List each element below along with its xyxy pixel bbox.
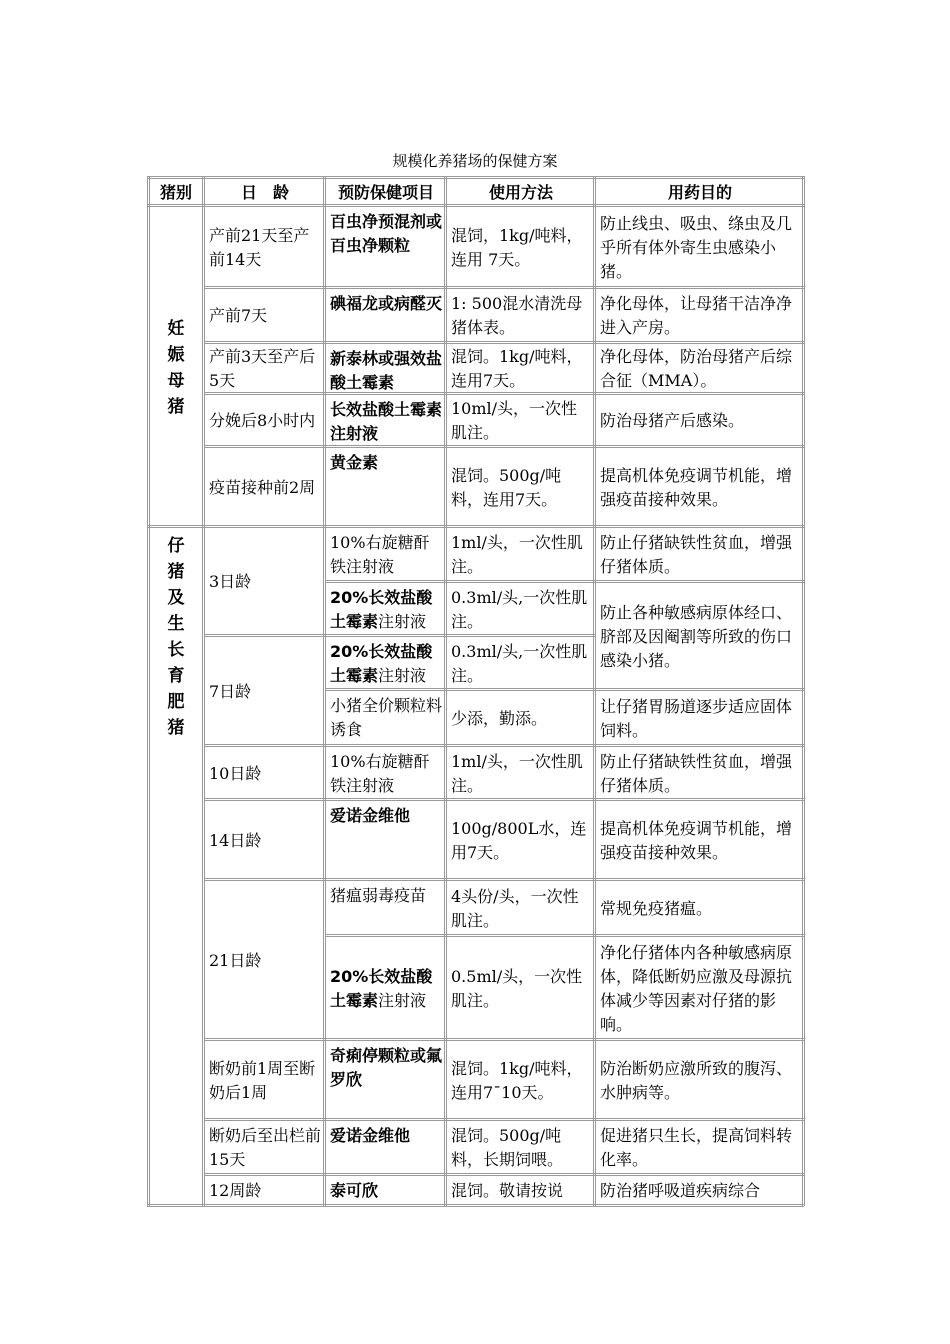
- method-cell: 4头份/头，一次性肌注。: [451, 886, 579, 930]
- table-border: [325, 343, 446, 344]
- method-cell: 1ml/头，一次性肌注。: [451, 751, 583, 795]
- table-border: [204, 880, 325, 881]
- table-border: [446, 880, 595, 881]
- method-cell: 10ml/头，一次性肌注。: [451, 399, 578, 442]
- table-border: [595, 880, 804, 881]
- item-cell: 爱诺金维他: [330, 806, 411, 825]
- group-piglet: 仔 猪 及 生 长 育 肥 猪: [167, 536, 185, 738]
- table-border: [595, 800, 804, 801]
- method-cell: 0.3ml/头,一次性肌注。: [451, 641, 588, 685]
- header-age: 日 龄: [240, 183, 289, 202]
- table-border: [446, 690, 595, 691]
- age-cell: 10日龄: [209, 763, 262, 783]
- table-border: [595, 206, 596, 1206]
- table-border: [204, 176, 205, 206]
- table-border: [204, 746, 325, 747]
- purpose-cell: 防治断奶应激所致的腹泻、水肿病等。: [600, 1058, 793, 1102]
- age-cell: 疫苗接种前2周: [209, 477, 316, 497]
- purpose-cell: 净化母体，防治母猪产后综合征（MMA）。: [600, 347, 793, 390]
- purpose-cell: 防治母猪产后感染。: [600, 411, 745, 430]
- table-border: [204, 1175, 325, 1176]
- method-cell: 混饲。500g/吨料，连用7天。: [451, 465, 562, 509]
- purpose-cell: 让仔猪胃肠道逐步适应固体饲料。: [600, 696, 793, 740]
- age-cell: 分娩后8小时内: [209, 411, 316, 430]
- table-border: [204, 447, 325, 448]
- table-border: [446, 746, 595, 747]
- table-border: [204, 800, 325, 801]
- table-border: [204, 394, 325, 395]
- item-cell: 碘福龙或病醛灭: [330, 294, 443, 313]
- table-border: [204, 636, 325, 637]
- purpose-cell: 防止各种敏感病原体经口、脐部及因阉割等所致的伤口感染小猪。: [600, 602, 793, 670]
- method-cell: 混饲。1kg/吨料， 连用7天。: [451, 347, 591, 390]
- purpose-cell: 防止线虫、吸虫、绦虫及几乎所有体外寄生虫感染小猪。: [600, 213, 793, 281]
- method-cell: 混饲。敬请按说: [451, 1181, 564, 1200]
- table-border: [325, 800, 446, 801]
- table-border: [446, 1120, 595, 1121]
- age-cell: 断奶后至出栏前15天: [209, 1126, 322, 1169]
- age-cell: 3日龄: [209, 572, 252, 591]
- item-cell: 奇痢停颗粒或氟罗欣: [330, 1046, 443, 1089]
- table-border: [446, 288, 595, 289]
- table-border: [595, 746, 804, 747]
- age-cell: 产前7天: [209, 306, 268, 325]
- item-cell: 20%长效盐酸土霉素注射液: [330, 588, 433, 631]
- method-cell: 1: 500混水清洗母猪体表。: [451, 294, 583, 337]
- page-title: 规模化养猪场的保健方案: [392, 152, 558, 170]
- table-border: [595, 176, 596, 206]
- header-purpose: 用药目的: [667, 183, 732, 202]
- table-border: [446, 1040, 595, 1041]
- age-cell: 12周龄: [209, 1181, 262, 1200]
- table-border: [446, 394, 595, 395]
- table-border: [595, 582, 804, 583]
- table-border: [446, 1175, 595, 1176]
- item-cell: 长效盐酸土霉素注射液: [330, 400, 443, 443]
- table-border: [595, 447, 804, 448]
- header-type: 猪别: [159, 183, 192, 202]
- table-border: [446, 582, 595, 583]
- table-border: [204, 527, 325, 528]
- table-border: [446, 176, 447, 206]
- table-border: [804, 176, 805, 1206]
- table-border: [325, 447, 446, 448]
- table-border: [325, 582, 446, 583]
- table-border: [325, 636, 446, 637]
- table-border: [325, 527, 446, 528]
- table-border: [595, 394, 804, 395]
- table-border: [204, 1120, 325, 1121]
- group-sow: 妊 娠 母 猪: [167, 319, 185, 417]
- table-border: [325, 880, 446, 881]
- age-cell: 21日龄: [209, 950, 262, 970]
- method-cell: 混饲。1kg/吨料，连用7¯10天。: [451, 1058, 583, 1102]
- table-border: [325, 394, 446, 395]
- table-border: [325, 936, 446, 937]
- table-border: [147, 527, 204, 528]
- table-border: [147, 176, 148, 1206]
- header-item: 预防保健项目: [337, 183, 434, 202]
- item-cell: 10%右旋糖酐铁注射液: [330, 752, 430, 795]
- purpose-cell: 净化仔猪体内各种敏感病原体，降低断奶应激及母源抗体减少等因素对仔猪的影响。: [600, 942, 793, 1034]
- method-cell: 100g/800L水，连用7天。: [451, 818, 587, 862]
- table-border: [595, 343, 804, 344]
- table-border: [325, 1120, 446, 1121]
- item-cell: 猪瘟弱毒疫苗: [330, 886, 427, 905]
- table-border: [446, 527, 595, 528]
- table-border: [595, 690, 804, 691]
- purpose-cell: 净化母体，让母猪干洁净净进入产房。: [600, 294, 793, 337]
- age-cell: 产前3天至产后5天: [209, 347, 316, 390]
- purpose-cell: 防治猪呼吸道疾病综合: [600, 1181, 761, 1200]
- table-border: [325, 690, 446, 691]
- table-border: [325, 1175, 446, 1176]
- purpose-cell: 提高机体免疫调节机能，增强疫苗接种效果。: [600, 818, 793, 862]
- table-border: [446, 636, 595, 637]
- table-border: [446, 447, 595, 448]
- table-border: [595, 1120, 804, 1121]
- purpose-cell: 促进猪只生长，提高饲料转化率。: [600, 1126, 793, 1169]
- purpose-cell: 提高机体免疫调节机能，增强疫苗接种效果。: [600, 465, 793, 509]
- header-method: 使用方法: [488, 183, 553, 202]
- age-cell: 产前21天至产前14天: [209, 225, 310, 269]
- table-border: [204, 343, 325, 344]
- table-border: [595, 527, 804, 528]
- item-cell: 黄金素: [330, 453, 379, 472]
- method-cell: 0.3ml/头,一次性肌注。: [451, 587, 588, 631]
- table-border: [595, 936, 804, 937]
- table-border: [147, 176, 804, 177]
- table-border: [147, 1206, 804, 1207]
- age-cell: 断奶前1周至断奶后1周: [209, 1058, 316, 1102]
- table-border: [446, 343, 595, 344]
- item-cell: 小猪全价颗粒料诱食: [330, 696, 443, 739]
- table-border: [446, 936, 595, 937]
- table-border: [325, 176, 326, 206]
- method-cell: 混饲，1kg/吨料，连用 7天。: [451, 225, 583, 269]
- table-border: [446, 206, 447, 1206]
- table-border: [147, 206, 804, 207]
- purpose-cell: 常规免疫猪瘟。: [600, 898, 713, 918]
- table-border: [446, 800, 595, 801]
- item-cell: 10%右旋糖酐铁注射液: [330, 533, 430, 576]
- item-cell: 新泰林或强效盐酸土霉素: [330, 349, 443, 392]
- item-cell: 20%长效盐酸土霉素注射液: [330, 966, 433, 1010]
- method-cell: 0.5ml/头，一次性肌注。: [451, 966, 583, 1010]
- table-border: [147, 525, 204, 526]
- table-border: [325, 1040, 446, 1041]
- table-border: [204, 206, 205, 1206]
- table-border: [595, 1175, 804, 1176]
- method-cell: 混饲。500g/吨料，长期饲喂。: [451, 1126, 564, 1169]
- item-cell: 百虫净预混剂或百虫净颗粒: [330, 212, 443, 255]
- method-cell: 1ml/头，一次性肌注。: [451, 533, 583, 576]
- table-border: [204, 1040, 325, 1041]
- purpose-cell: 防止仔猪缺铁性贫血，增强仔猪体质。: [600, 533, 793, 576]
- age-cell: 14日龄: [209, 830, 262, 850]
- table-border: [325, 206, 326, 1206]
- method-cell: 少添，勤添。: [451, 708, 548, 728]
- table-border: [595, 1040, 804, 1041]
- item-cell: 20%长效盐酸土霉素注射液: [330, 642, 433, 685]
- table-border: [204, 288, 325, 289]
- table-border: [595, 288, 804, 289]
- table-border: [325, 288, 446, 289]
- age-cell: 7日龄: [209, 681, 252, 701]
- item-cell: 泰可欣: [330, 1181, 379, 1200]
- table-border: [325, 746, 446, 747]
- purpose-cell: 防止仔猪缺铁性贫血，增强仔猪体质。: [600, 751, 793, 795]
- item-cell: 爱诺金维他: [330, 1126, 411, 1145]
